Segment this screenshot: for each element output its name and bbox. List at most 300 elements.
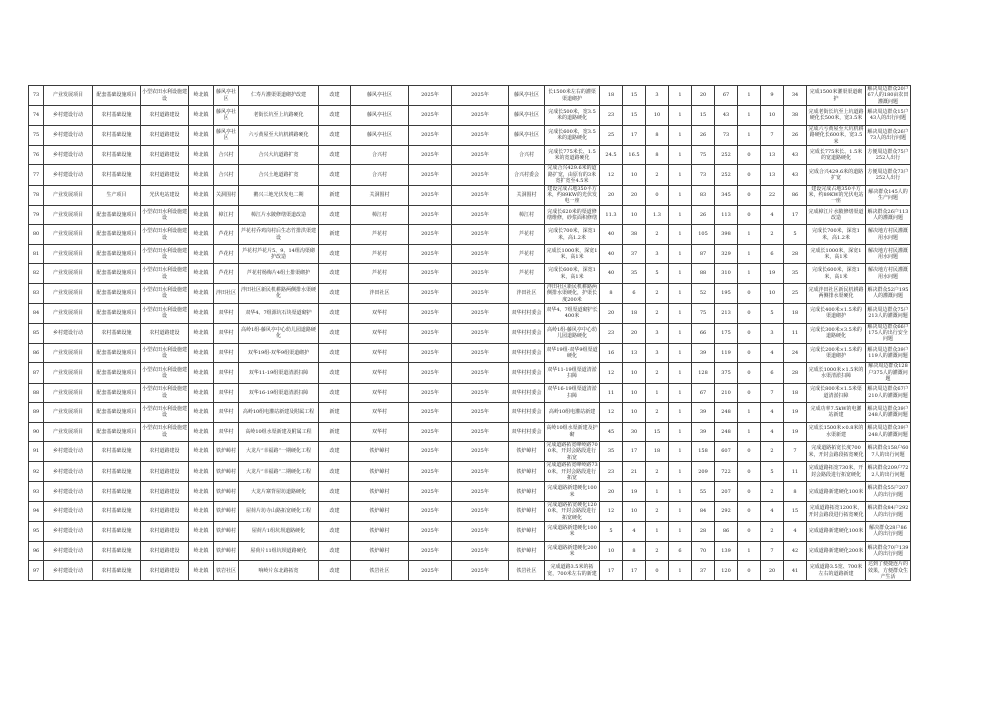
table-cell: 配套基础设施项目 xyxy=(93,304,141,324)
table-cell: 双华村村委会 xyxy=(509,363,545,383)
table-cell: 双华村 xyxy=(214,304,239,324)
table-cell: 28 xyxy=(784,244,807,264)
table-cell: 铁炉嶂村 xyxy=(214,462,239,482)
table-cell: 完成道路新建硬化100米 xyxy=(807,482,866,502)
table-cell: 完成长200米×1.5米的渠道砌护 xyxy=(807,343,866,363)
table-cell: 23 xyxy=(600,462,623,482)
table-cell: 248 xyxy=(715,422,738,442)
table-cell: 2025年 xyxy=(409,343,452,363)
table-cell: 乡村建设行动 xyxy=(44,522,93,542)
table-cell: 38 xyxy=(784,106,807,126)
table-cell: 8 xyxy=(646,125,669,145)
table-cell: 8 xyxy=(600,283,623,303)
table-cell: 岭北镇 xyxy=(189,403,214,423)
table-cell: 农村道路建设 xyxy=(141,442,189,462)
table-cell: 解决周边群众15户43人的出行问题 xyxy=(866,106,911,126)
table-cell: 樟江村 xyxy=(351,205,409,225)
table-cell: 长1500米左右的灌渠渠道砌护 xyxy=(545,86,600,106)
table-cell: 完成泮田社区新民机耕路两侧排水渠硬化 xyxy=(807,283,866,303)
table-cell: 2025年 xyxy=(409,462,452,482)
table-row xyxy=(29,165,911,185)
table-cell: 26 xyxy=(692,125,715,145)
table-cell: 0 xyxy=(738,561,761,581)
table-cell: 岭北镇 xyxy=(189,125,214,145)
table-cell: 铁炉嶂村 xyxy=(509,442,545,462)
table-cell: 2025年 xyxy=(409,225,452,245)
table-cell: 产业发展项目 xyxy=(44,225,93,245)
table-cell: 55 xyxy=(692,482,715,502)
table-cell: 乡村建设行动 xyxy=(44,165,93,185)
table-cell: 83 xyxy=(692,185,715,205)
table-cell: 大龙片“幸福路”一期硬化工程 xyxy=(239,442,319,462)
table-cell: 86 xyxy=(29,343,44,363)
table-cell: 铁炉嶂村 xyxy=(214,522,239,542)
table-cell: 岭北镇 xyxy=(189,185,214,205)
table-cell: 解决群众84户292人的出行问题 xyxy=(866,501,911,521)
table-cell: 37 xyxy=(623,244,646,264)
table-cell: 岭北镇 xyxy=(189,462,214,482)
table-cell: 0 xyxy=(738,501,761,521)
table-cell: 19 xyxy=(623,482,646,502)
table-cell: 42 xyxy=(784,541,807,561)
table-cell: 铁岩社区 xyxy=(351,561,409,581)
table-cell: 5 xyxy=(761,462,784,482)
table-cell: 完成道路新建硬化200米 xyxy=(807,541,866,561)
table-cell: 泮田社区新民机耕路两侧排水渠硬化，护渠长度200米 xyxy=(545,283,600,303)
table-cell: 18 xyxy=(784,383,807,403)
table-cell: 完成道路新建硬化200米 xyxy=(545,541,600,561)
table-cell: 43 xyxy=(715,106,738,126)
table-cell: 1 xyxy=(738,264,761,284)
table-cell: 2025年 xyxy=(452,125,509,145)
table-cell: 农村道路建设 xyxy=(141,501,189,521)
table-cell: 2025年 xyxy=(409,244,452,264)
table-cell: 1 xyxy=(669,145,692,165)
table-cell: 双华村 xyxy=(214,422,239,442)
table-cell: 完成长1500米×0.8米的水渠新建 xyxy=(807,422,866,442)
table-row xyxy=(29,403,911,423)
table-cell: 10 xyxy=(761,283,784,303)
table-cell: 39 xyxy=(692,403,715,423)
table-cell: 农村基础设施 xyxy=(93,522,141,542)
table-cell: 84 xyxy=(29,304,44,324)
table-cell: 24 xyxy=(784,343,807,363)
table-cell: 产业发展项目 xyxy=(44,343,93,363)
table-cell: 芦花村 xyxy=(214,264,239,284)
table-cell: 铁炉嶂村 xyxy=(214,501,239,521)
table-cell: 45 xyxy=(600,422,623,442)
table-cell: 1 xyxy=(669,304,692,324)
table-cell: 1 xyxy=(738,225,761,245)
table-cell: 农村基础设施 xyxy=(93,462,141,482)
table-cell: 农村道路建设 xyxy=(141,106,189,126)
table-cell: 1 xyxy=(669,323,692,343)
table-cell: 2 xyxy=(761,442,784,462)
table-cell: 芦花村乔鸡岗村后生态竹排洪渠建设 xyxy=(239,225,319,245)
table-cell: 藤风亭社区 xyxy=(351,86,409,106)
table-cell: 小型农田水利设施建设 xyxy=(141,244,189,264)
table-cell: 双华19组-双华9组渠道砌护 xyxy=(239,343,319,363)
table-cell: 小型农田水利设施建设 xyxy=(141,264,189,284)
table-cell: 双华村村委会 xyxy=(509,422,545,442)
table-cell: 改建 xyxy=(319,383,351,403)
table-cell: 20 xyxy=(600,304,623,324)
table-cell: 2025年 xyxy=(452,304,509,324)
table-row xyxy=(29,561,911,581)
table-cell: 配套基础设施项目 xyxy=(93,86,141,106)
table-cell: 2025年 xyxy=(452,323,509,343)
table-cell: 2025年 xyxy=(409,482,452,502)
table-cell: 39 xyxy=(692,422,715,442)
table-cell: 2 xyxy=(646,363,669,383)
table-cell: 0 xyxy=(738,185,761,205)
table-cell: 1 xyxy=(669,522,692,542)
table-row xyxy=(29,205,911,225)
table-cell: 铁炉嶂村 xyxy=(351,482,409,502)
table-row xyxy=(29,185,911,205)
table-row xyxy=(29,482,911,502)
table-cell: 建设完成占地350平方米，约89KW的光伏电站一座 xyxy=(808,185,864,205)
table-cell: 2025年 xyxy=(409,86,452,106)
table-cell: 解决周边群众67户210人的灌溉问题 xyxy=(866,383,911,403)
table-cell: 乡村建设行动 xyxy=(44,145,93,165)
table-cell: 20 xyxy=(692,86,715,106)
table-cell: 88 xyxy=(692,264,715,284)
table-cell: 配套基础设施项目 xyxy=(93,283,141,303)
table-cell: 乡村建设行动 xyxy=(44,442,93,462)
table-cell: 藤风亭社区 xyxy=(351,125,409,145)
table-cell: 解决群众52户195人的灌溉问题 xyxy=(866,283,911,303)
table-cell: 20 xyxy=(623,185,646,205)
table-cell: 11 xyxy=(784,323,807,343)
table-cell: 66 xyxy=(692,323,715,343)
table-cell: 4 xyxy=(761,403,784,423)
table-cell: 26 xyxy=(784,125,807,145)
table-cell: 209 xyxy=(692,462,715,482)
table-cell: 高岭1组-藤风亭中心幼儿园道路硬化 xyxy=(545,323,600,343)
table-cell: 0 xyxy=(738,383,761,403)
table-cell: 解决群众28户86人的出行问题 xyxy=(866,522,911,542)
table-cell: 11 xyxy=(600,383,623,403)
table-cell: 329 xyxy=(715,244,738,264)
table-cell: 农村道路建设 xyxy=(141,561,189,581)
table-cell: 0 xyxy=(646,561,669,581)
table-cell: 配套基础设施项目 xyxy=(93,343,141,363)
table-cell: 15 xyxy=(623,86,646,106)
table-cell: 岭北镇 xyxy=(189,225,214,245)
table-cell: 1 xyxy=(669,185,692,205)
table-cell: 解决群众26户113人的灌溉问题 xyxy=(866,205,911,225)
table-cell: 24.5 xyxy=(600,145,623,165)
table-cell: 25 xyxy=(784,283,807,303)
table-cell: 43 xyxy=(784,165,807,185)
table-cell: 35 xyxy=(600,442,623,462)
table-cell: 15 xyxy=(692,106,715,126)
table-row xyxy=(29,522,911,542)
table-cell: 2025年 xyxy=(409,403,452,423)
table-cell: 10 xyxy=(623,403,646,423)
table-cell: 28 xyxy=(692,522,715,542)
table-cell: 4 xyxy=(761,343,784,363)
table-cell: 产业发展项目 xyxy=(44,363,93,383)
table-cell: 农村基础设施 xyxy=(93,442,141,462)
table-cell: 小型农田水利设施建设 xyxy=(141,86,189,106)
table-cell: 合兴村 xyxy=(214,165,239,185)
table-cell: 34 xyxy=(784,86,807,106)
table-cell: 泮田社区 xyxy=(214,283,239,303)
table-cell: 双华村村委会 xyxy=(509,304,545,324)
table-cell: 16.5 xyxy=(623,145,646,165)
table-cell: 75 xyxy=(692,145,715,165)
table-cell: 2 xyxy=(646,304,669,324)
table-cell: 樟江村 xyxy=(509,205,545,225)
table-cell: 23 xyxy=(600,323,623,343)
table-cell: 完成道路拓宽硬化1200米，开封会路段进行拓宽硬化 xyxy=(545,501,600,521)
table-cell: 配套基础设施项目 xyxy=(93,363,141,383)
table-cell: 双华村 xyxy=(351,422,409,442)
table-cell: 改建 xyxy=(319,205,351,225)
table-cell: 芦花村芦花片5、9、14组沟渠砌护改造 xyxy=(239,244,319,264)
table-cell: 农村基础设施 xyxy=(93,541,141,561)
table-cell: 398 xyxy=(715,225,738,245)
table-cell: 2025年 xyxy=(409,283,452,303)
table-cell: 芦花村杨梅片4组土排渠砌护 xyxy=(239,264,319,284)
table-cell: 19 xyxy=(761,264,784,284)
table-cell: 87 xyxy=(29,363,44,383)
table-cell: 8 xyxy=(623,541,646,561)
table-cell: 8 xyxy=(784,482,807,502)
table-cell: 6 xyxy=(761,363,784,383)
table-cell: 86 xyxy=(784,185,807,205)
table-cell: 2025年 xyxy=(409,561,452,581)
table-cell: 配套基础设施项目 xyxy=(93,422,141,442)
table-cell: 17 xyxy=(784,205,807,225)
table-cell: 双华村 xyxy=(351,363,409,383)
table-cell: 20 xyxy=(600,482,623,502)
table-cell: 2025年 xyxy=(452,244,509,264)
table-cell: 607 xyxy=(715,442,738,462)
table-cell: 78 xyxy=(29,185,44,205)
table-cell: 屋荷片坊寺山路拓宽硬化工程 xyxy=(239,501,319,521)
table-cell: 农村道路建设 xyxy=(141,541,189,561)
table-cell: 18 xyxy=(600,86,623,106)
table-cell: 12 xyxy=(600,501,623,521)
table-cell: 0 xyxy=(646,185,669,205)
table-cell: 藤风亭社区 xyxy=(509,86,545,106)
table-cell: 农村道路建设 xyxy=(141,522,189,542)
table-cell: 岭北镇 xyxy=(189,343,214,363)
table-cell: 3 xyxy=(646,343,669,363)
table-cell: 芦花村 xyxy=(351,264,409,284)
table-cell: 芦花村 xyxy=(351,244,409,264)
table-cell: 213 xyxy=(715,304,738,324)
table-cell: 83 xyxy=(29,283,44,303)
table-cell: 关洞围村 xyxy=(509,185,545,205)
table-cell: 41 xyxy=(784,561,807,581)
table-cell: 岭北镇 xyxy=(189,323,214,343)
table-row xyxy=(29,283,911,303)
table-cell: 芦花村 xyxy=(214,225,239,245)
table-cell: 关洞围村 xyxy=(214,185,239,205)
table-cell: 完成六亏黄屋至大坑机耕路硬化长600米，宽3.5米 xyxy=(808,125,864,145)
table-cell: 产业发展项目 xyxy=(44,185,93,205)
table-cell: 配套基础设施项目 xyxy=(93,205,141,225)
table-cell: 岭北镇 xyxy=(189,205,214,225)
table-cell: 2025年 xyxy=(409,522,452,542)
table-cell: 产业发展项目 xyxy=(44,205,93,225)
table-cell: 改建 xyxy=(319,462,351,482)
table-cell: 双华村 xyxy=(351,304,409,324)
table-cell: 樟江片水陂修缮渠道改造 xyxy=(239,205,319,225)
table-cell: 解决群众158户607人的出行问题 xyxy=(866,442,911,462)
table-cell: 高岭10组水渠新建及附属工程 xyxy=(239,422,319,442)
table-cell: 双华村 xyxy=(351,403,409,423)
table-cell: 完成道路新建硬化100米 xyxy=(807,522,866,542)
table-cell: 双华19组-双华9组渠道硬化 xyxy=(545,343,600,363)
table-cell: 2025年 xyxy=(452,383,509,403)
table-cell: 岭北镇 xyxy=(189,442,214,462)
table-cell: 铁炉嶂村 xyxy=(509,501,545,521)
table-cell: 藤风亭社区 xyxy=(214,106,239,126)
table-cell: 2025年 xyxy=(409,185,452,205)
table-cell: 岭北镇 xyxy=(189,86,214,106)
table-cell: 岭北镇 xyxy=(189,383,214,403)
table-cell: 完成道路拓宽峰岭路700米，开封会路段进行拓宽 xyxy=(546,442,598,461)
table-cell: 六亏黄屋至大坑机耕路硬化 xyxy=(239,125,319,145)
table-cell: 合兴村 xyxy=(214,145,239,165)
table-cell: 252 xyxy=(715,145,738,165)
table-cell: 5 xyxy=(646,264,669,284)
table-cell: 双华村 xyxy=(214,343,239,363)
table-cell: 0 xyxy=(738,343,761,363)
table-cell: 16 xyxy=(600,343,623,363)
table-cell: 2025年 xyxy=(452,501,509,521)
table-cell: 岭北镇 xyxy=(189,482,214,502)
table-cell: 1.3 xyxy=(646,205,669,225)
table-cell: 7 xyxy=(784,442,807,462)
table-cell: 113 xyxy=(715,205,738,225)
table-cell: 解决地方村民灌溉用水问题 xyxy=(866,225,911,245)
table-cell: 农村道路建设 xyxy=(141,323,189,343)
table-cell: 67 xyxy=(715,86,738,106)
table-cell: 解决周边群众128户375人的灌溉问题 xyxy=(866,363,911,383)
table-cell: 藤风亭社区 xyxy=(509,125,545,145)
table-cell: 17 xyxy=(623,125,646,145)
table-cell: 2025年 xyxy=(452,403,509,423)
table-cell: 2025年 xyxy=(452,145,509,165)
table-cell: 方便周边群众73户252人出行 xyxy=(866,165,911,185)
table-cell: 4 xyxy=(761,422,784,442)
table-cell: 农村道路建设 xyxy=(141,125,189,145)
table-cell: 67 xyxy=(692,383,715,403)
table-cell: 17 xyxy=(623,561,646,581)
table-cell: 小型农田水利设施建设 xyxy=(141,343,189,363)
table-cell: 建设完成占地350平方米，约89KW的光伏发电一座 xyxy=(545,185,600,205)
table-cell: 岭北镇 xyxy=(189,561,214,581)
table-cell: 26 xyxy=(692,205,715,225)
table-cell: 新建 xyxy=(319,422,351,442)
table-cell: 1 xyxy=(646,522,669,542)
table-cell: 11.3 xyxy=(600,205,623,225)
table-cell: 岭北镇 xyxy=(189,363,214,383)
table-cell: 铁炉嶂村 xyxy=(509,522,545,542)
table-cell: 37 xyxy=(692,561,715,581)
table-cell: 芦花村 xyxy=(214,244,239,264)
table-cell: 93 xyxy=(29,482,44,502)
table-cell: 77 xyxy=(29,165,44,185)
table-cell: 铁炉嶂村 xyxy=(351,541,409,561)
table-cell: 18 xyxy=(623,304,646,324)
table-cell: 大龙片“幸福路”二期硬化工程 xyxy=(239,462,319,482)
table-cell: 乡村建设行动 xyxy=(44,125,93,145)
table-cell: 小型农田水利设施建设 xyxy=(141,283,189,303)
table-cell: 双华村 xyxy=(351,323,409,343)
table-cell: 芦花村 xyxy=(509,225,545,245)
table-cell: 722 xyxy=(715,462,738,482)
table-cell: 完成长600米，深宽1米，高1米 xyxy=(545,264,600,284)
table-cell: 89 xyxy=(29,403,44,423)
table-cell: 2025年 xyxy=(452,561,509,581)
table-cell: 解决周边群众39户119人的灌溉问题 xyxy=(866,343,911,363)
table-row xyxy=(29,86,911,106)
table-cell: 0 xyxy=(738,205,761,225)
table-cell: 完成长1000米，深宽1米，高1米 xyxy=(807,244,866,264)
table-cell: 双华村 xyxy=(351,383,409,403)
table-cell: 岭北镇 xyxy=(189,244,214,264)
table-cell: 2025年 xyxy=(409,541,452,561)
table-cell: 20 xyxy=(761,561,784,581)
table-cell: 完成老街长坑至上坑道路硬化长500米，宽3.5米 xyxy=(807,106,866,126)
table-cell: 1 xyxy=(669,264,692,284)
table-cell: 2025年 xyxy=(452,185,509,205)
table-cell: 10 xyxy=(646,106,669,126)
table-cell: 2025年 xyxy=(452,522,509,542)
table-cell: 23 xyxy=(600,106,623,126)
table-cell: 0 xyxy=(738,482,761,502)
table-cell: 84 xyxy=(692,501,715,521)
table-cell: 4 xyxy=(784,522,807,542)
table-cell: 小型农田水利设施建设 xyxy=(141,225,189,245)
table-cell: 完成长600米，宽3.5米的道路硬化 xyxy=(545,125,600,145)
table-cell: 2025年 xyxy=(452,86,509,106)
table-cell: 岭北镇 xyxy=(189,165,214,185)
table-cell: 0 xyxy=(738,283,761,303)
table-cell: 完成长700米，深宽1米，高1.2米 xyxy=(545,225,600,245)
table-cell: 0 xyxy=(738,323,761,343)
table-cell: 完成长300米×3.5米的道路硬化 xyxy=(807,323,866,343)
table-cell: 1 xyxy=(646,482,669,502)
table-cell: 207 xyxy=(715,482,738,502)
table-cell: 17 xyxy=(623,442,646,462)
table-cell: 产业发展项目 xyxy=(44,422,93,442)
table-cell: 21 xyxy=(623,462,646,482)
table-cell: 农村道路建设 xyxy=(141,165,189,185)
table-body xyxy=(29,86,911,581)
table-cell: 藤风亭社区 xyxy=(351,106,409,126)
table-cell: 1 xyxy=(669,205,692,225)
table-cell: 完成道路拓宽1200米，开封会路段进行拓宽硬化 xyxy=(807,501,866,521)
table-cell: 1 xyxy=(669,442,692,462)
table-cell: 9 xyxy=(761,86,784,106)
table-cell: 藤风亭社区 xyxy=(214,86,239,106)
table-cell: 配套基础设施项目 xyxy=(93,383,141,403)
table-cell: 完成道路新建硬化100米 xyxy=(545,482,600,502)
table-cell: 292 xyxy=(715,501,738,521)
table-cell: 双华11-19组渠道清淤扫障 xyxy=(545,363,600,383)
table-cell: 铁炉嶂村 xyxy=(509,482,545,502)
table-cell: 2025年 xyxy=(452,205,509,225)
table-cell: 岭北镇 xyxy=(189,106,214,126)
